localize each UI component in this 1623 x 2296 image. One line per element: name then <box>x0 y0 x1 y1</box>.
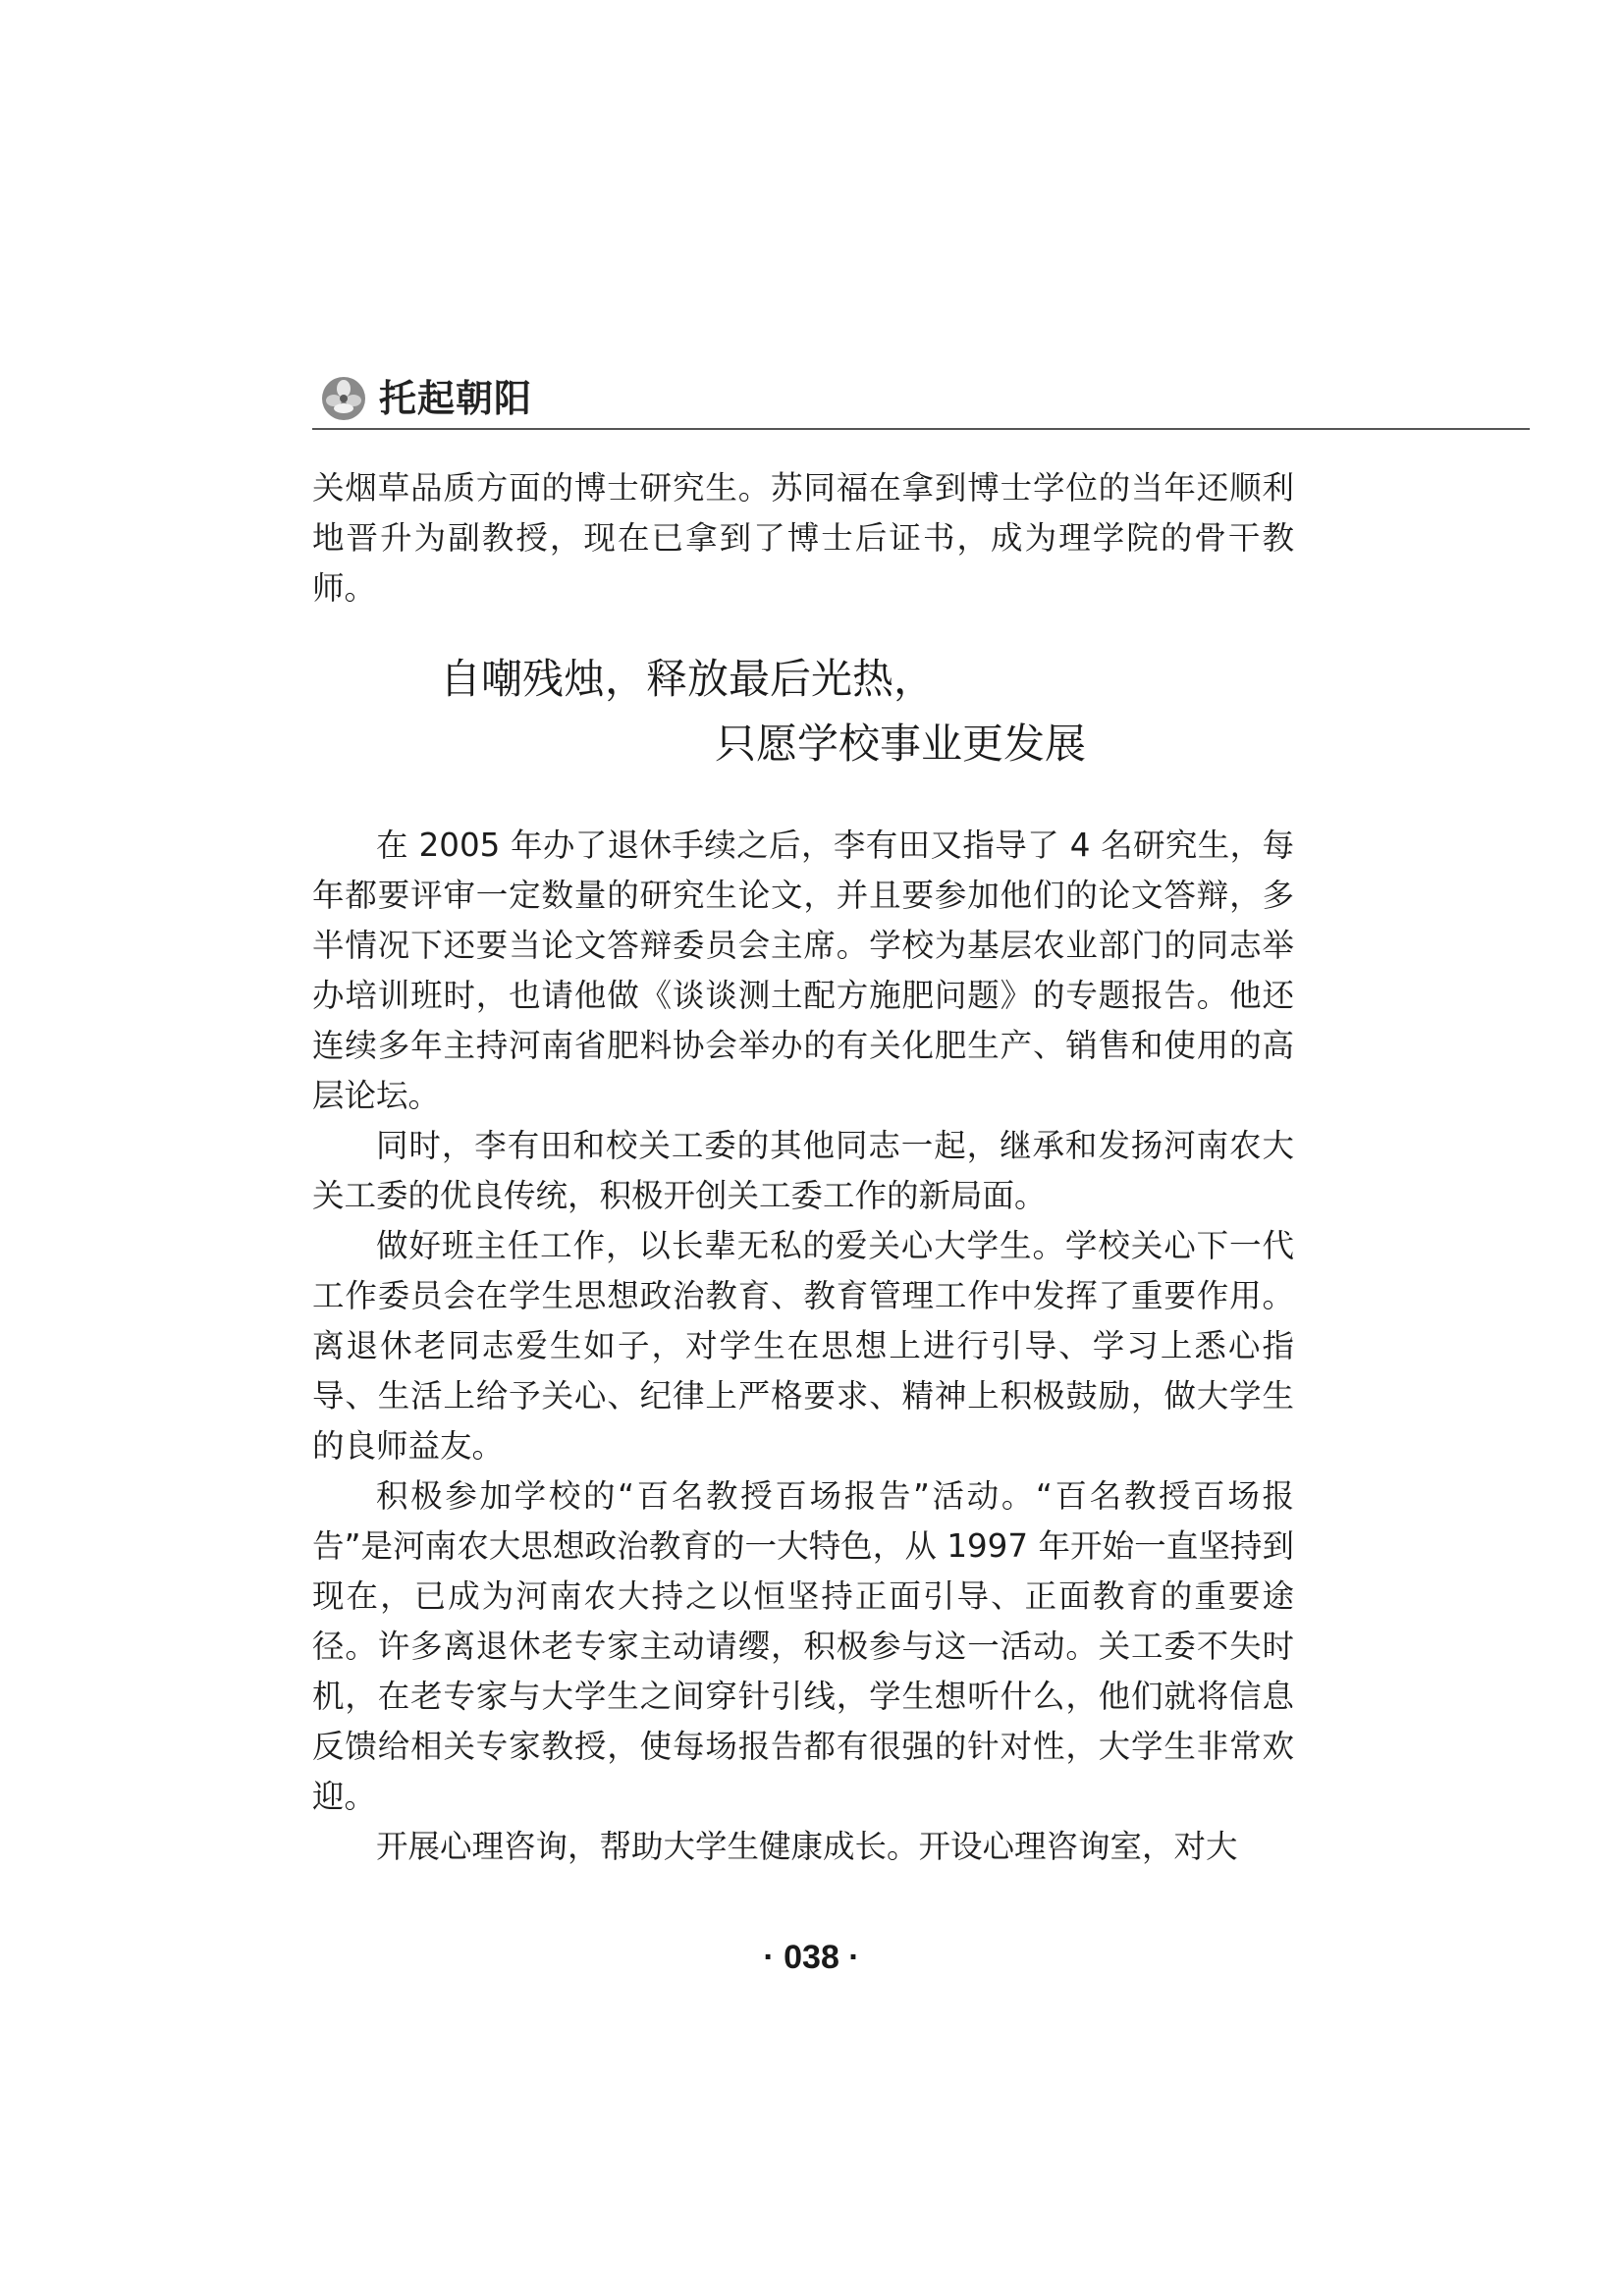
header-title: 托起朝阳 <box>379 376 533 420</box>
flower-emblem-icon <box>320 375 367 422</box>
paragraph: 在 2005 年办了退休手续之后，李有田又指导了 4 名研究生，每年都要评审一定数量的研究生论文，并且要参加他们的论文答辩，多半情况下还要当论文答辩委员会主席。学校为基层农业部门的同志举办培训班时，也请他做《谈谈测土配方施肥问题》的专题报告。他还连续多年主持河南省肥料协会举办的有关化肥生产、销售和使用的高层论坛。 <box>312 827 1294 1114</box>
lead-paragraph: 关烟草品质方面的博士研究生。苏同福在拿到博士学位的当年还顺利地晋升为副教授，现在已拿到了博士后证书，成为理学院的骨干教师。 <box>312 469 1294 607</box>
paragraph: 积极参加学校的“百名教授百场报告”活动。“百名教授百场报告”是河南农大思想政治教育的一大特色，从 1997 年开始一直坚持到现在，已成为河南农大持之以恒坚持正面引导、正面教育的重要途径。许多离退休老专家主动请缨，积极参与这一活动。关工委不失时机，在老专家与大学生之间穿针引线，学生想听什么，他们就将信息反馈给相关专家教授，使每场报告都有很强的针对性，大学生非常欢迎。 <box>312 1477 1294 1815</box>
page-number: · 038 · <box>763 1939 860 1976</box>
paragraph: 做好班主任工作，以长辈无私的爱关心大学生。学校关心下一代工作委员会在学生思想政治教育、教育管理工作中发挥了重要作用。离退休老同志爱生如子，对学生在思想上进行引导、学习上悉心指导、生活上给予关心、纪律上严格要求、精神上积极鼓励，做大学生的良师益友。 <box>312 1227 1294 1465</box>
main-text-block <box>312 821 1294 1872</box>
section-heading-line1: 自嘲残烛，释放最后光热， <box>440 655 936 703</box>
lead-paragraph-block <box>312 463 1294 614</box>
paragraph: 同时，李有田和校关工委的其他同志一起，继承和发扬河南农大关工委的优良传统，积极开创关工委工作的新局面。 <box>312 1127 1294 1214</box>
running-header <box>312 373 1530 430</box>
paragraph: 开展心理咨询，帮助大学生健康成长。开设心理咨询室，对大 <box>376 1828 1238 1865</box>
section-heading-line2: 只愿学校事业更发展 <box>715 720 1087 768</box>
